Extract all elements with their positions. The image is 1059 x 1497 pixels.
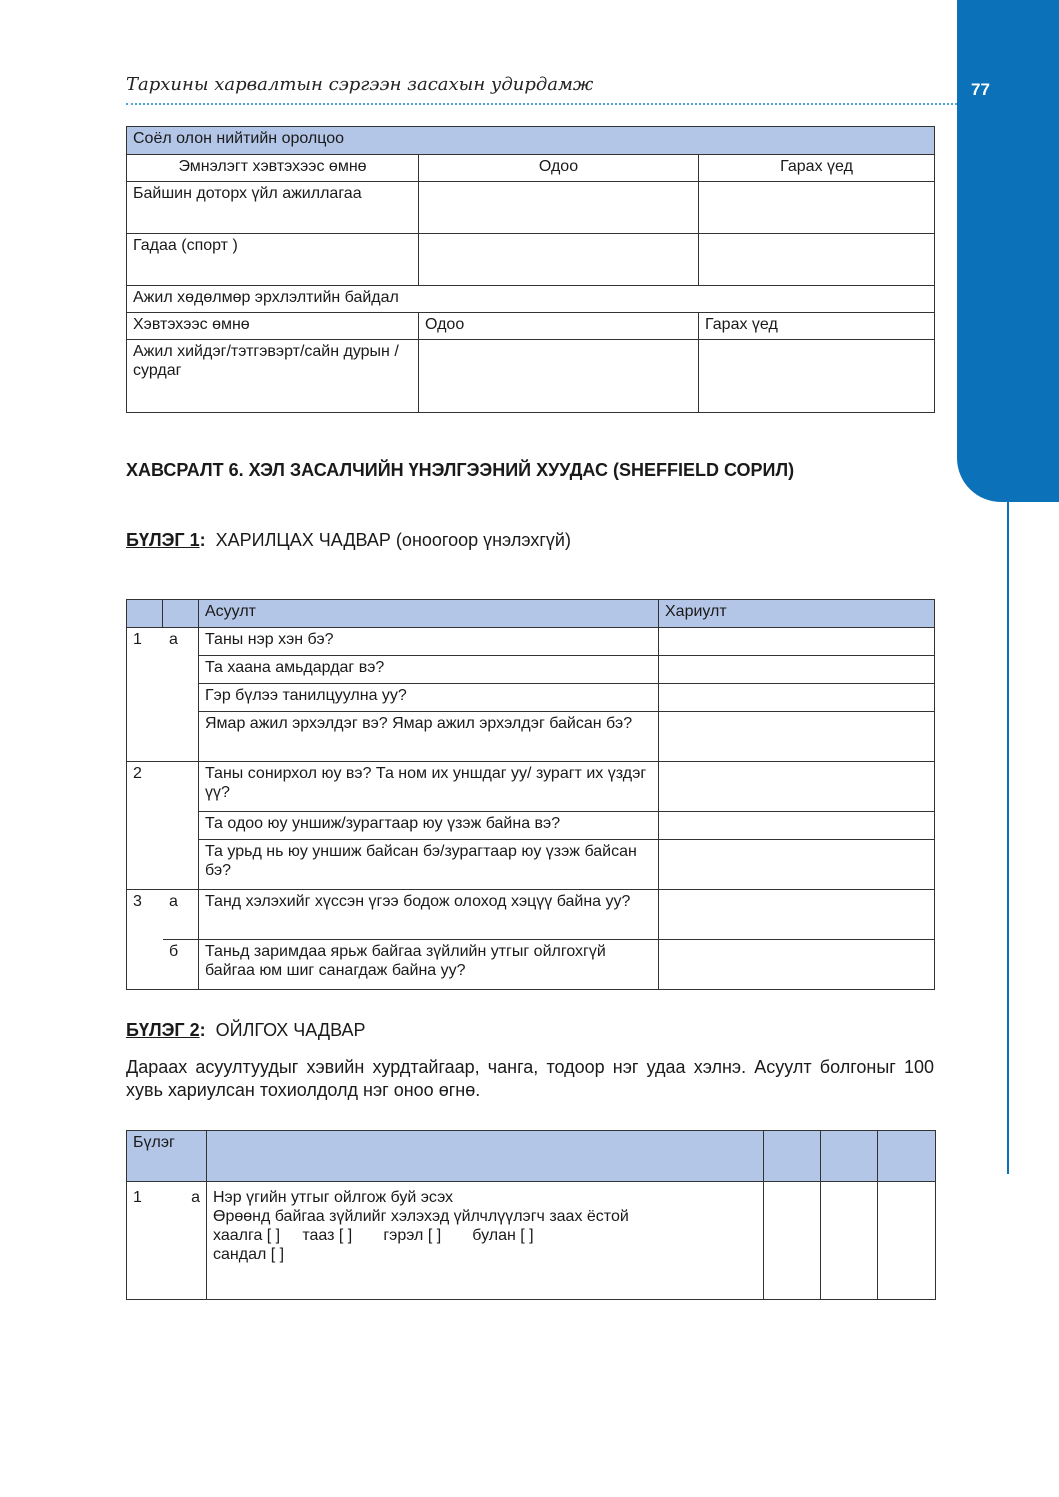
subsection-title: Ажил хөдөлмөр эрхлэлтийн байдал (127, 286, 935, 313)
answer-cell[interactable] (419, 182, 699, 234)
appendix-title: ХАВСРАЛТ 6. ХЭЛ ЗАСАЛЧИЙН ҮНЭЛГЭЭНИЙ ХУУДАС (SHEFFIELD СОРИЛ) (126, 460, 795, 480)
row-label: Гадаа (спорт ) (127, 234, 419, 286)
chapter-colon: : (199, 530, 206, 550)
answer-cell[interactable] (659, 840, 935, 890)
score-header (878, 1131, 936, 1182)
question-cell: Танд хэлэхийг хүссэн үгээ бодож олоход хэцүү байна уу? (199, 890, 659, 940)
page-side-tab (957, 0, 1059, 502)
column-header: Хэвтэхээс өмнө (127, 313, 419, 340)
answer-cell[interactable] (659, 890, 935, 940)
column-header: Одоо (419, 313, 699, 340)
column-header: Гарах үед (699, 313, 935, 340)
question-cell (207, 1182, 764, 1300)
question-cell: Та одоо юу уншиж/зурагтаар юу үзэж байна вэ? (199, 812, 659, 840)
question-line: хаалга [ ] тааз [ ] гэрэл [ ] булан [ ] (213, 1227, 534, 1244)
chapter-text: ХАРИЛЦАХ ЧАДВАР (оноогоор үнэлэхгүй) (215, 530, 571, 550)
answer-cell[interactable] (419, 234, 699, 286)
column-header: Гарах үед (699, 155, 935, 182)
question-cell: Гэр бүлээ танилцуулна уу? (199, 684, 659, 712)
score-cell[interactable] (764, 1182, 821, 1300)
question-cell: Та хаана амьдардаг вэ? (199, 656, 659, 684)
chapter-2-heading (126, 1020, 366, 1041)
question-cell: Таны нэр хэн бэ? (199, 628, 659, 656)
score-header (764, 1131, 821, 1182)
row-label: Ажил хийдэг/тэтгэвэрт/сайн дурын /сурдаг (127, 340, 419, 413)
score-cell[interactable] (821, 1182, 878, 1300)
question-cell: Та урьд нь юу уншиж байсан бэ/зурагтаар юу үзэж байсан бэ? (199, 840, 659, 890)
header-divider (126, 103, 957, 105)
comprehension-table (126, 1130, 936, 1300)
answer-cell[interactable] (699, 182, 935, 234)
answer-cell[interactable] (659, 712, 935, 762)
row-number: 2 (127, 762, 163, 812)
column-header: Эмнэлэгт хэвтэхээс өмнө (127, 155, 419, 182)
column-header: Хариулт (659, 600, 935, 628)
answer-cell[interactable] (419, 340, 699, 413)
row-sub: а (191, 1189, 200, 1206)
row-number: 1 (127, 628, 163, 656)
score-header (821, 1131, 878, 1182)
row-sub: а (163, 628, 199, 656)
page-side-line (1007, 500, 1009, 1174)
question-line: Нэр үгийн утгыг ойлгож буй эсэх (213, 1189, 454, 1206)
chapter-label: БҮЛЭГ 2 (126, 1020, 200, 1040)
row-number (127, 1182, 207, 1300)
answer-cell[interactable] (659, 628, 935, 656)
chapter-colon: : (199, 1020, 206, 1040)
row-sub: б (163, 940, 199, 990)
question-line: сандал [ ] (213, 1246, 285, 1263)
table-title: Соёл олон нийтийн оролцоо (127, 127, 935, 155)
row-num: 1 (133, 1189, 142, 1206)
question-cell: Таньд заримдаа ярьж байгаа зүйлийн утгыг ойлгохгүй байгаа юм шиг санагдаж байна уу? (199, 940, 659, 990)
participation-table (126, 126, 935, 413)
chapter-1-heading (126, 530, 571, 551)
score-cell[interactable] (878, 1182, 936, 1300)
question-cell: Ямар ажил эрхэлдэг вэ? Ямар ажил эрхэлдэг байсан бэ? (199, 712, 659, 762)
instruction-paragraph: Дараах асуултуудыг хэвийн хурдтайгаар, чанга, тодоор нэг удаа хэлнэ. Асуулт болгоныг 100 хувь хариулсан тохиолдолд нэг оноо өгнө. (126, 1057, 934, 1100)
question-cell: Таны сонирхол юу вэ? Та ном их уншдаг уу/ зурагт их үздэг үү? (199, 762, 659, 812)
page-number: 77 (971, 80, 990, 99)
row-number: 3 (127, 890, 163, 940)
answer-cell[interactable] (659, 684, 935, 712)
column-header: Асуулт (199, 600, 659, 628)
running-header: Тархины харвалтын сэргээн засахын удирдамж (126, 74, 594, 95)
column-header: Бүлэг (127, 1131, 207, 1182)
answer-cell[interactable] (699, 340, 935, 413)
answer-cell[interactable] (659, 762, 935, 812)
chapter-text: ОЙЛГОХ ЧАДВАР (215, 1020, 366, 1040)
communication-table (126, 599, 935, 990)
answer-cell[interactable] (659, 940, 935, 990)
row-label: Байшин доторх үйл ажиллагаа (127, 182, 419, 234)
chapter-label: БҮЛЭГ 1 (126, 530, 200, 550)
row-sub: а (163, 890, 199, 940)
answer-cell[interactable] (659, 812, 935, 840)
question-line: Өрөөнд байгаа зүйлийг хэлэхэд үйлчлүүлэгч заах ёстой (213, 1208, 629, 1225)
column-header: Одоо (419, 155, 699, 182)
answer-cell[interactable] (659, 656, 935, 684)
answer-cell[interactable] (699, 234, 935, 286)
